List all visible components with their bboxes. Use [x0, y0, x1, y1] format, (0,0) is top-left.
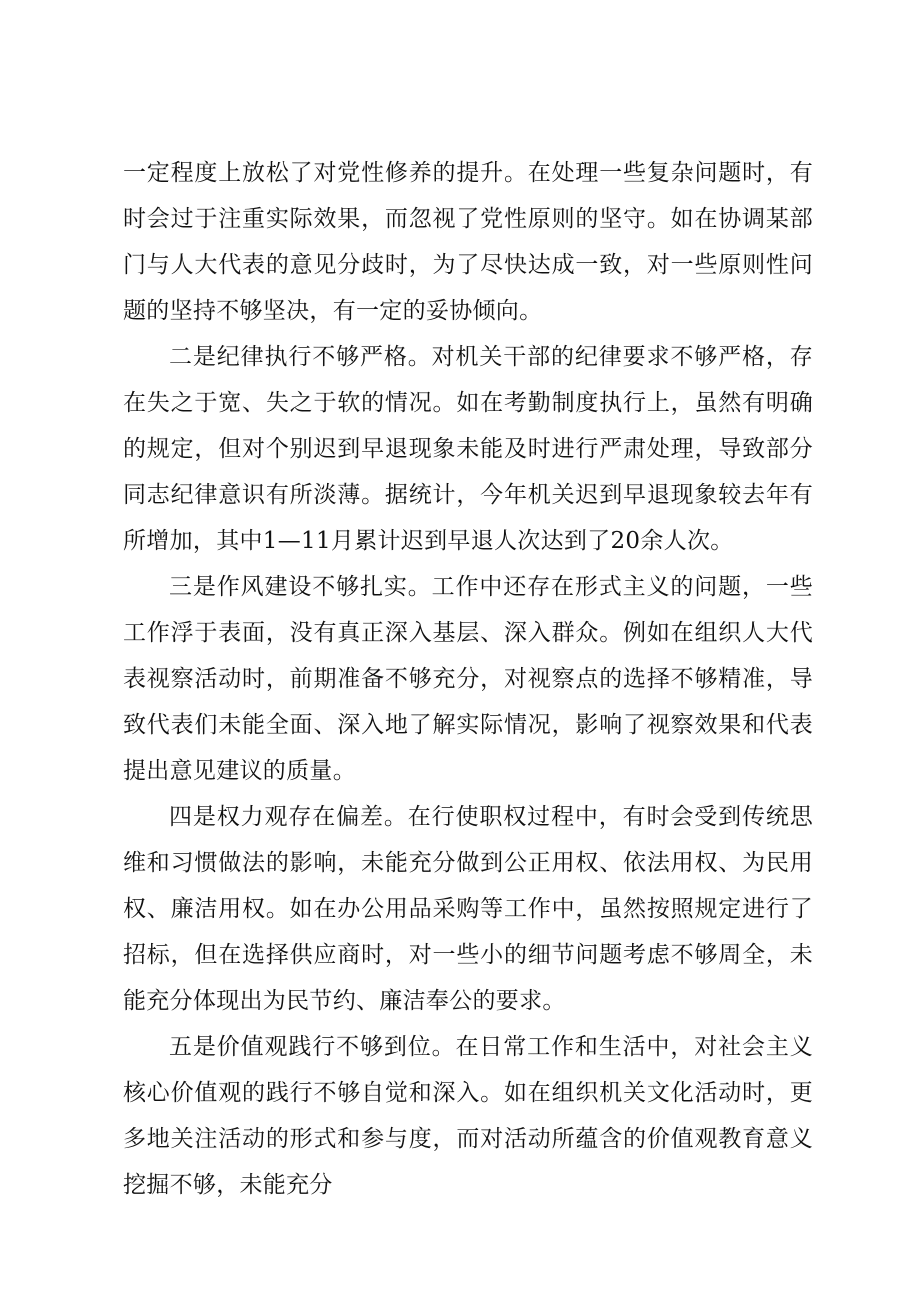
paragraph-discipline: 二是纪律执行不够严格。对机关干部的纪律要求不够严格，存在失之于宽、失之于软的情况。如在考勤制度执行上，虽然有明确的规定，但对个别迟到早退现象未能及时进行严肃处理，导致部分同志纪律意识有所淡薄。据统计，今年机关迟到早退现象较去年有所增加，其中1—11月累计迟到早退人次达到了20余人次。 — [123, 344, 813, 554]
paragraph-values: 五是价值观践行不够到位。在日常工作和生活中，对社会主义核心价值观的践行不够自觉和深入。如在组织机关文化活动时，更多地关注活动的形式和参与度，而对活动所蕴含的价值观教育意义挖掘不够，未能充分 — [123, 1034, 813, 1198]
document-body — [123, 150, 813, 1208]
paragraph-continuation: 一定程度上放松了对党性修养的提升。在处理一些复杂问题时，有时会过于注重实际效果，而忽视了党性原则的坚守。如在协调某部门与人大代表的意见分歧时，为了尽快达成一致，对一些原则性问题的坚持不够坚决，有一定的妥协倾向。 — [123, 160, 813, 324]
paragraph-power-view: 四是权力观存在偏差。在行使职权过程中，有时会受到传统思维和习惯做法的影响，未能充分做到公正用权、依法用权、为民用权、廉洁用权。如在办公用品采购等工作中，虽然按照规定进行了招标，但在选择供应商时，对一些小的细节问题考虑不够周全，未能充分体现出为民节约、廉洁奉公的要求。 — [123, 804, 813, 1014]
paragraph-work-style: 三是作风建设不够扎实。工作中还存在形式主义的问题，一些工作浮于表面，没有真正深入基层、深入群众。例如在组织人大代表视察活动时，前期准备不够充分，对视察点的选择不够精准，导致代表们未能全面、深入地了解实际情况，影响了视察效果和代表提出意见建议的质量。 — [123, 574, 813, 784]
